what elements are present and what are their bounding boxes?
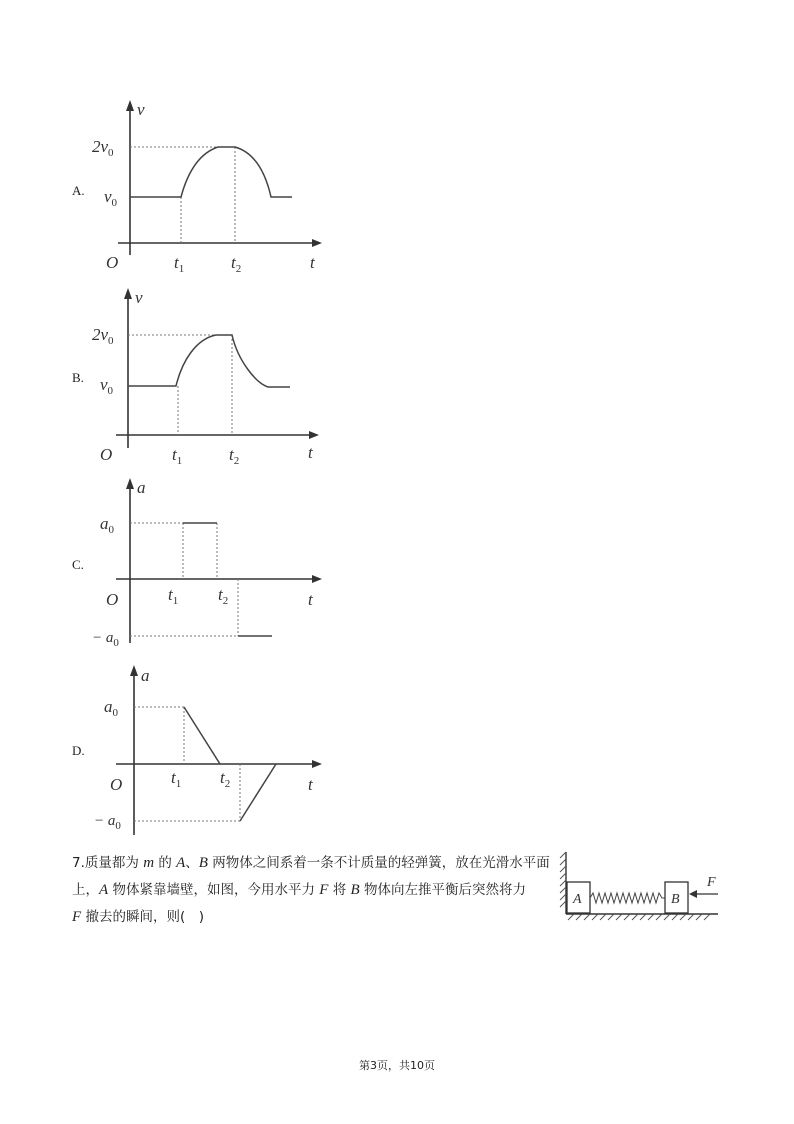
question-number: 7. [72,855,85,871]
acceleration-segment [184,707,220,764]
origin-label: O [106,590,119,609]
y-axis-arrow [130,665,138,676]
origin-label: O [100,445,113,464]
spring [590,893,665,903]
y-axis-label: a [137,478,146,497]
level-low-label: − $a_0$ [92,630,119,649]
option-a-label: A. [72,183,85,198]
y-axis-label: v [137,100,145,119]
page-footer: 第3页，共10页 [359,1059,435,1072]
x-axis-label: t [308,775,313,794]
spring-figure [558,850,728,925]
level-high-label: $2v_0$ [92,325,114,347]
t1-label: $t_1$ [172,445,183,467]
wall-hatch [560,852,566,907]
option-b-label: B. [72,370,84,385]
block-a-label: A [573,892,582,907]
option-a-graph [90,95,330,285]
t1-label: $t_1$ [174,253,185,275]
option-d-graph [90,660,330,840]
x-axis-label: t [310,253,315,272]
acceleration-segment [240,764,276,821]
option-d-label: D. [72,743,85,758]
t1-label: $t_1$ [171,768,182,790]
x-axis-arrow [309,431,319,439]
question-7-text: 7.质量都为 m 的 A、B 两物体之间系着一条不计质量的轻弹簧，放在光滑水平面上，A 物体紧靠墙壁，如图，今用水平力 F 将 B 物体向左推平衡后突然将力 F 撤去的瞬间，则( ) [72,855,550,925]
y-axis-arrow [126,100,134,111]
x-axis-arrow [312,239,322,247]
y-axis-label: a [141,666,150,685]
option-c-graph [90,473,330,653]
x-axis-arrow [312,575,322,583]
x-axis-label: t [308,590,313,609]
level-high-label: $2v_0$ [92,137,114,159]
y-axis-arrow [126,478,134,489]
level-low-label: $v_0$ [100,375,114,397]
x-axis-arrow [312,760,322,768]
t2-label: $t_2$ [218,585,229,607]
level-high-label: $a_0$ [104,697,118,719]
option-b-graph [90,283,330,473]
y-axis-arrow [124,288,132,299]
level-low-label: − $a_0$ [94,813,121,832]
origin-label: O [106,253,119,272]
velocity-curve [130,147,292,197]
velocity-curve [128,335,290,387]
t2-label: $t_2$ [220,768,231,790]
t2-label: $t_2$ [231,253,242,275]
t1-label: $t_1$ [168,585,179,607]
force-label: F [707,875,716,890]
t2-label: $t_2$ [229,445,240,467]
y-axis-label: v [135,288,143,307]
block-b-label: B [671,892,680,907]
level-low-label: $v_0$ [104,187,118,209]
option-c-label: C. [72,557,84,572]
origin-label: O [110,775,123,794]
x-axis-label: t [308,443,313,462]
force-arrow-head [689,890,697,898]
level-high-label: $a_0$ [100,514,114,536]
floor-hatch [568,914,710,920]
